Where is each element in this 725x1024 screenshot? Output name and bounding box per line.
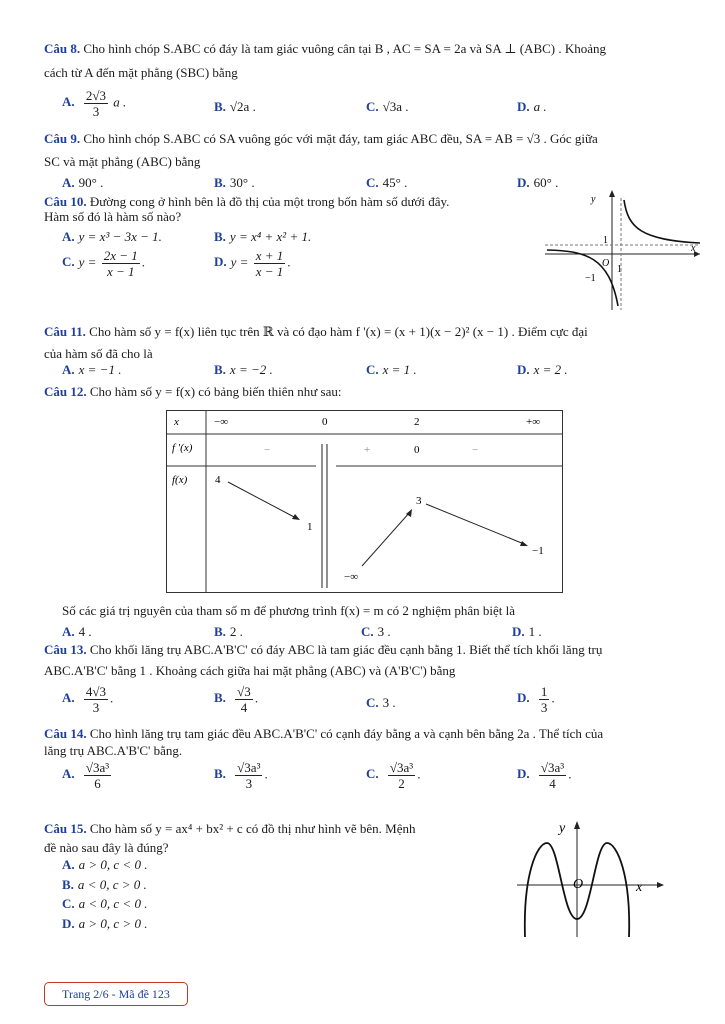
q12-number: Câu 12. (44, 384, 87, 399)
q10-y-axis-arrow-icon (609, 190, 615, 197)
q9-option-b[interactable]: B. 30° . (214, 175, 255, 190)
q8-text-line2 (44, 64, 689, 81)
q13-option-b[interactable]: B. $\frac{√3}{4}$ . (214, 684, 259, 715)
q14-option-a[interactable]: A. $\frac{\text{√3a³}}{6}$ (62, 760, 110, 791)
q11-text1: Cho hàm số y = f(x) liên tục trên ℝ và có đạo hàm f '(x) = (x + 1)(x − 2)² (x − 1) . Điểm cực đại (89, 324, 588, 339)
q15-x-axis-arrow-icon (657, 882, 664, 888)
table-arrow-head-down-2-icon (520, 541, 528, 546)
q15-text-line1 (44, 820, 484, 837)
q14-text-line1 (44, 725, 689, 742)
table-fprime-label: f '(x) (172, 442, 193, 454)
q15-option-b[interactable]: B. a < 0, c > 0 . (62, 877, 147, 892)
q13-option-a[interactable]: A. $\frac{4√3}{3}$ . (62, 684, 114, 715)
q10-origin-label: O (602, 258, 610, 269)
q11-option-c[interactable]: C. x = 1 . (366, 362, 417, 377)
table-arrow-head-down-1-icon (292, 514, 300, 520)
q10-text1: Đường cong ở hình bên là đồ thị của một trong bốn hàm số dưới đây. (89, 194, 450, 209)
q12-text-line1 (44, 383, 689, 400)
q10-text-line2 (44, 208, 534, 225)
q10-y-label: y (591, 194, 596, 205)
q10-curve-right (624, 200, 700, 243)
q9-text-line2 (44, 153, 689, 170)
table-x-label: x (174, 416, 179, 428)
q14-number: Câu 14. (44, 726, 87, 741)
q10-y-one-label: 1 (603, 235, 608, 246)
q9-option-a[interactable]: A. 90° . (62, 175, 104, 190)
q15-y-label: y (559, 821, 566, 836)
q8-option-d[interactable]: D. a . (517, 99, 547, 114)
q8-text1: Cho hình chóp S.ABC có đáy là tam giác vuông cân tại B , AC = SA = 2a và SA ⊥ (ABC) . Khoảng (83, 41, 607, 56)
table-f-val-neg-inf: −∞ (344, 571, 359, 583)
q10-option-b[interactable]: B. y = x⁴ + x² + 1. (214, 229, 312, 244)
page-footer: Trang 2/6 - Mã đề 123 (44, 982, 188, 1006)
q9-option-d[interactable]: D. 60° . (517, 175, 559, 190)
q11-text2: của hàm số đã cho là (44, 346, 153, 361)
q14-text1: Cho hình lăng trụ tam giác đều ABC.A'B'C' có cạnh đáy bằng a và cạnh bên bằng 2a . Thể tích của (89, 726, 604, 741)
q13-text-line2 (44, 662, 689, 679)
table-sign-zero: 0 (414, 444, 420, 456)
table-x-neg-inf: −∞ (214, 416, 229, 428)
table-sign-pos: + (364, 444, 371, 456)
q13-option-c[interactable]: C. 3 . (366, 695, 396, 710)
q11-text-line2 (44, 345, 689, 362)
q13-text2: ABC.A'B'C' bằng 1 . Khoảng cách giữa hai mặt phẳng (ABC) và (A'B'C') bằng (44, 663, 456, 678)
q12-text1: Cho hàm số y = f(x) có bảng biến thiên như sau: (89, 384, 342, 399)
q8-option-a-fraction: $\frac{2√3}{3}$ (85, 88, 107, 119)
q11-number: Câu 11. (44, 324, 86, 339)
q13-text1: Cho khối lăng trụ ABC.A'B'C' có đáy ABC là tam giác đều cạnh bằng 1. Biết thể tích khối lăng trụ (89, 642, 603, 657)
table-f-val-3: 3 (416, 495, 422, 507)
q15-text1: Cho hàm số y = ax⁴ + bx² + c có đồ thị như hình vẽ bên. Mệnh (89, 821, 416, 836)
table-f-label: f(x) (172, 474, 188, 486)
q15-option-d[interactable]: D. a > 0, c > 0 . (62, 916, 148, 931)
q15-option-a[interactable]: A. a > 0, c < 0 . (62, 857, 148, 872)
q11-option-a[interactable]: A. x = −1 . (62, 362, 122, 377)
q11-option-b[interactable]: B. x = −2 . (214, 362, 273, 377)
q9-text1: Cho hình chóp S.ABC có SA vuông góc với mặt đáy, tam giác ABC đều, SA = AB = √3 . Góc giữa (83, 131, 598, 146)
q15-text2: đề nào sau đây là đúng? (44, 840, 169, 855)
table-f-val-neg1: −1 (532, 545, 544, 557)
table-arrow-down-2 (426, 504, 524, 544)
table-x-zero: 0 (322, 416, 328, 428)
q8-option-a[interactable]: A. $\frac{2√3}{3}$ a . (62, 88, 127, 119)
variation-table (166, 410, 563, 593)
q12-option-b[interactable]: B. 2 . (214, 624, 243, 639)
table-x-two: 2 (414, 416, 420, 428)
table-sign-neg-1: − (264, 444, 271, 456)
q13-number: Câu 13. (44, 642, 87, 657)
q14-text-line2 (44, 742, 689, 759)
q15-graph (515, 815, 665, 940)
table-x-pos-inf: +∞ (526, 416, 541, 428)
q10-neg-one-label: −1 (585, 273, 596, 284)
q9-number: Câu 9. (44, 131, 81, 146)
q10-number: Câu 10. (44, 194, 87, 209)
q14-text2: lăng trụ ABC.A'B'C' bằng. (44, 743, 183, 758)
q13-option-d[interactable]: D. $\frac{1}{3}$ . (517, 684, 555, 715)
table-f-val-1: 1 (307, 521, 313, 533)
q10-x-label: x (691, 243, 696, 254)
table-sign-neg-2: − (472, 444, 479, 456)
q9-text-line1 (44, 130, 689, 147)
q12-text2: Số các giá trị nguyên của tham số m để phương trình f(x) = m có 2 nghiệm phân biệt là (62, 603, 516, 618)
q10-option-d[interactable]: D. y = $\frac{x + 1}{x - 1}$ . (214, 248, 291, 279)
q10-option-c[interactable]: C. y = $\frac{2x - 1}{x - 1}$ . (62, 248, 145, 279)
q8-text2: cách từ A đến mặt phẳng (SBC) bằng (44, 65, 238, 80)
q10-option-a[interactable]: A. y = x³ − 3x − 1. (62, 229, 162, 244)
q13-text-line1 (44, 641, 689, 658)
q14-option-d[interactable]: D. $\frac{\text{√3a³}}{4}$ . (517, 760, 572, 791)
q15-origin-label: O (573, 877, 584, 892)
q12-text-line2 (62, 602, 682, 619)
q12-option-c[interactable]: C. 3 . (361, 624, 391, 639)
q15-text-line2 (44, 839, 484, 856)
q11-option-d[interactable]: D. x = 2 . (517, 362, 568, 377)
q8-number: Câu 8. (44, 41, 81, 56)
q14-option-c[interactable]: C. $\frac{\text{√3a³}}{2}$ . (366, 760, 421, 791)
q11-text-line1 (44, 323, 689, 340)
q9-text2: SC và mặt phẳng (ABC) bằng (44, 154, 201, 169)
table-f-val-4: 4 (215, 474, 221, 486)
q12-option-d[interactable]: D. 1 . (512, 624, 542, 639)
q10-x-one-label: 1 (617, 264, 622, 275)
q14-option-b[interactable]: B. $\frac{\text{√3a³}}{3}$ . (214, 760, 268, 791)
q8-option-b[interactable]: B. √2a . (214, 99, 256, 114)
q10-text2: Hàm số đó là hàm số nào? (44, 209, 182, 224)
table-arrow-down-1 (228, 482, 296, 518)
q12-option-a[interactable]: A. 4 . (62, 624, 92, 639)
q15-number: Câu 15. (44, 821, 87, 836)
variation-table-border (167, 411, 563, 593)
q9-option-c[interactable]: C. 45° . (366, 175, 408, 190)
q15-x-label: x (636, 880, 643, 895)
q8-text-line1 (44, 40, 689, 57)
table-arrow-up (362, 512, 410, 566)
q8-option-c[interactable]: C. √3a . (366, 99, 409, 114)
q15-y-axis-arrow-icon (574, 821, 580, 829)
q10-graph (545, 188, 705, 312)
q15-option-c[interactable]: C. a < 0, c < 0 . (62, 896, 148, 911)
